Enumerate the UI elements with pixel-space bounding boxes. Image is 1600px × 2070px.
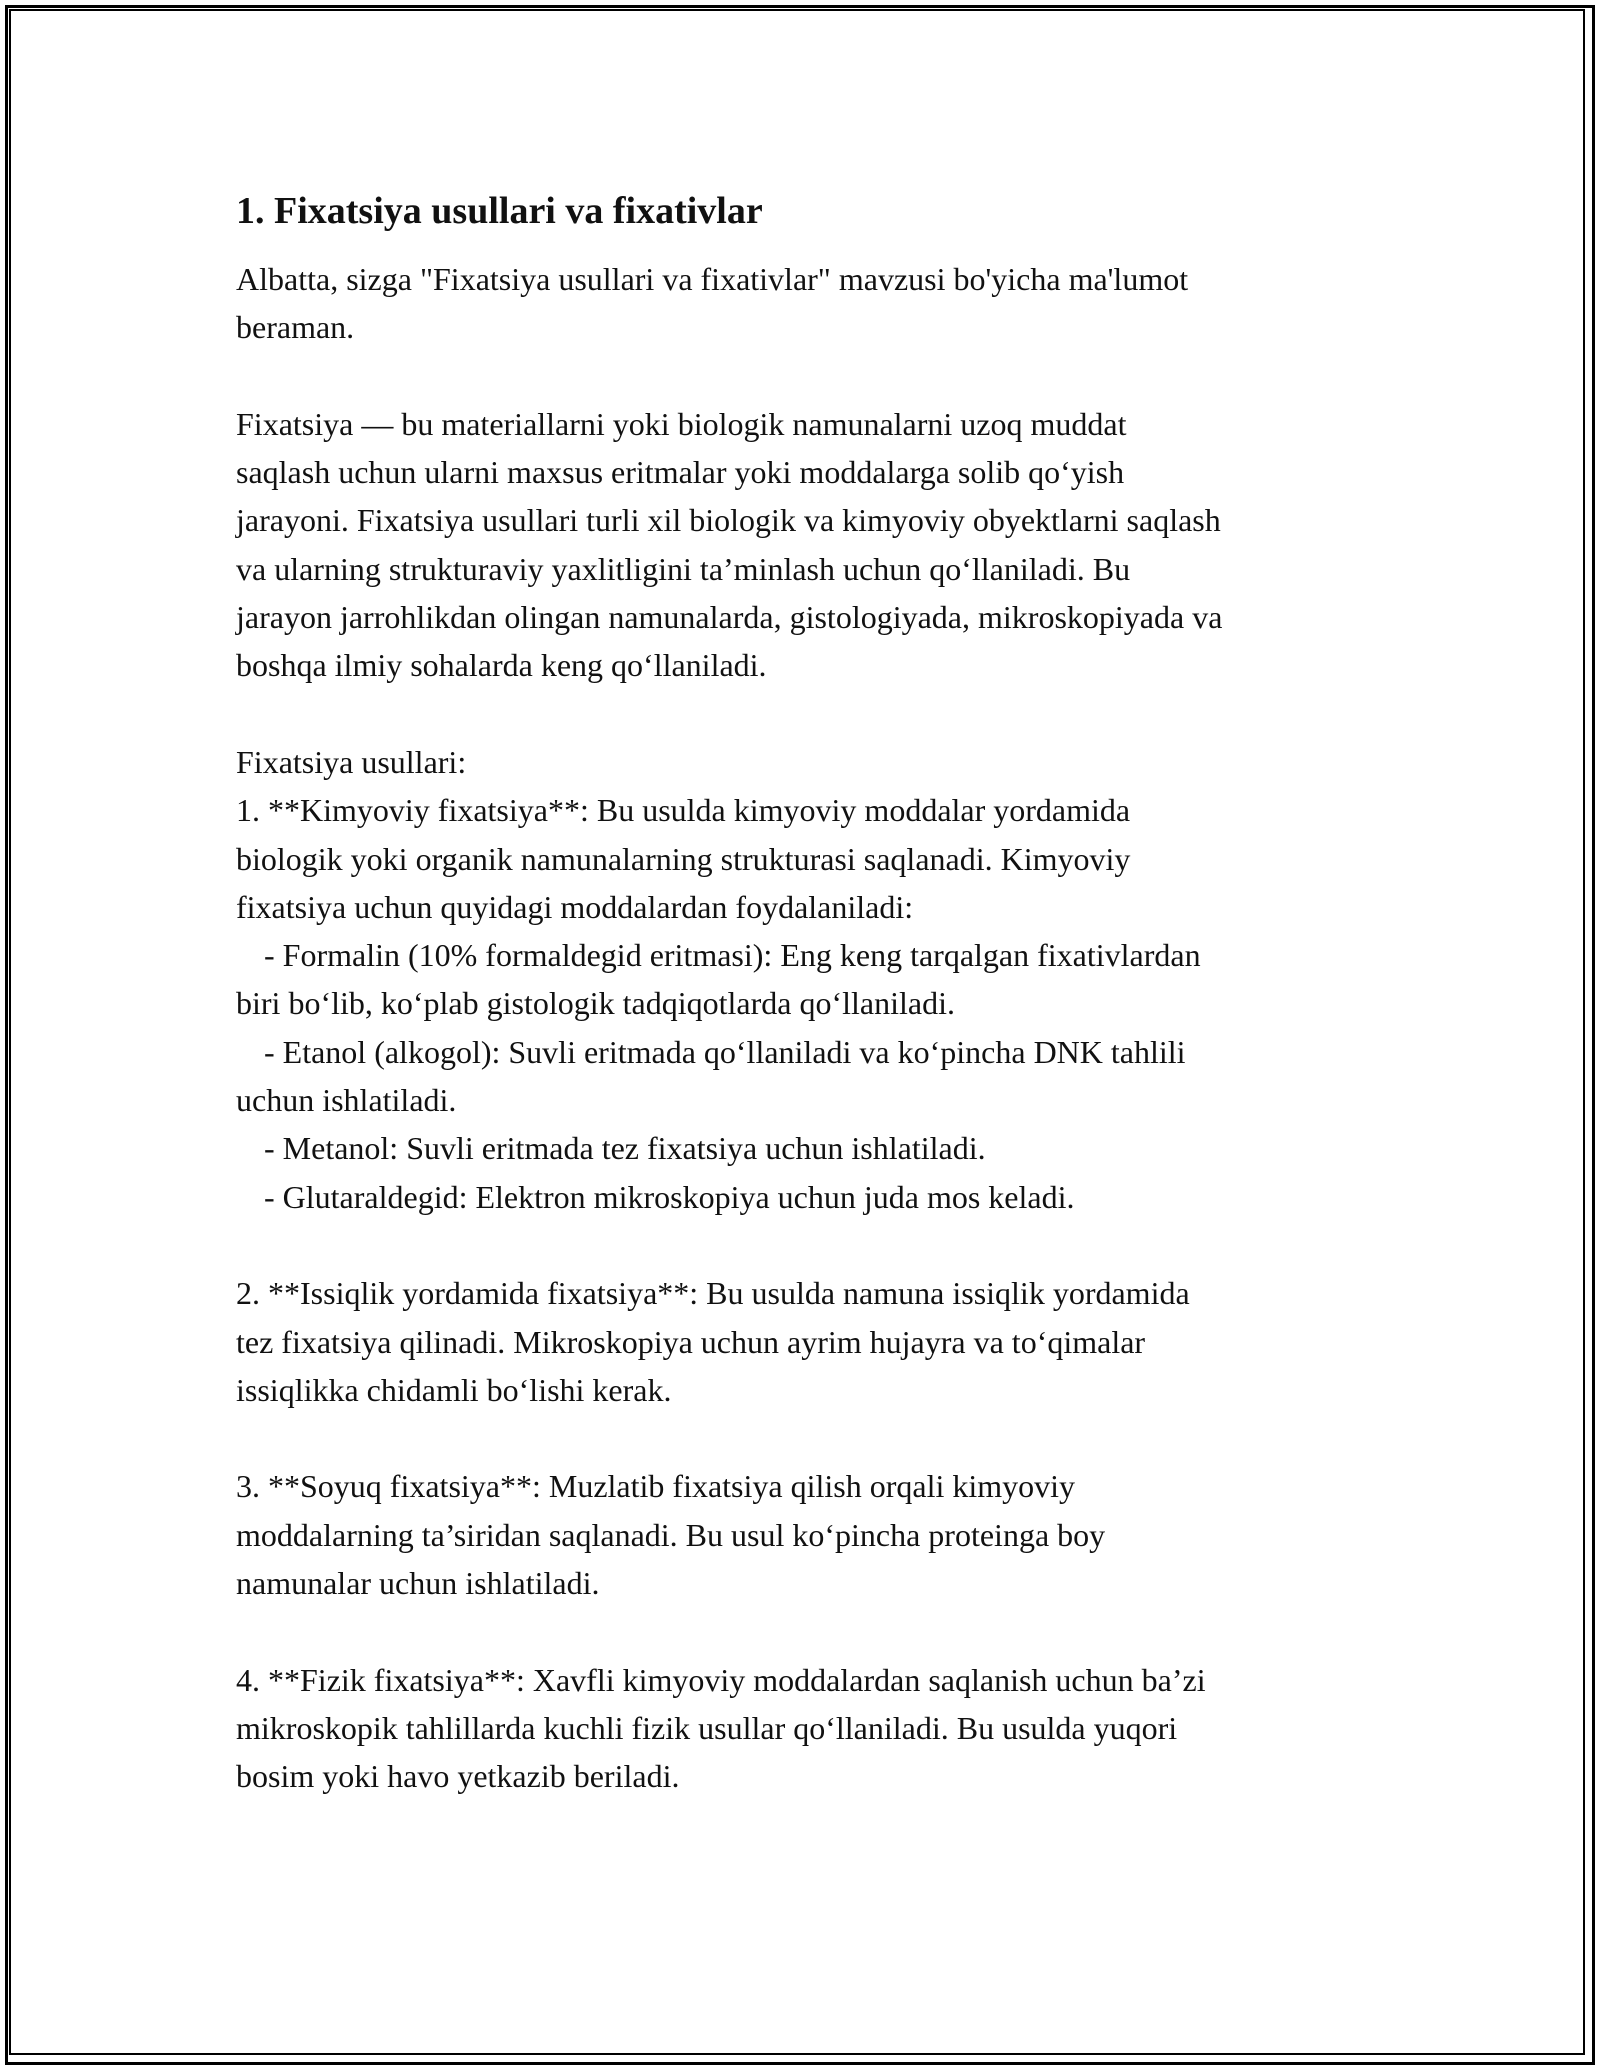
- text-line: jarayoni. Fixatsiya usullari turli xil biologik va kimyoviy obyektlarni saqlash: [236, 502, 1221, 539]
- definition-paragraph: [236, 400, 1386, 690]
- text-line: 3. **Soyuq fixatsiya**: Muzlatib fixatsiya qilish orqali kimyoviy: [236, 1468, 1076, 1505]
- text-line: 2. **Issiqlik yordamida fixatsiya**: Bu usulda namuna issiqlik yordamida: [236, 1275, 1190, 1312]
- text-line: Albatta, sizga "Fixatsiya usullari va fixativlar" mavzusi bo'yicha ma'lumot: [236, 261, 1189, 297]
- document-title: 1. Fixatsiya usullari va fixativlar: [236, 190, 763, 232]
- method-3-paragraph: [236, 1462, 1386, 1607]
- text-line: biri bo‘lib, ko‘plab gistologik tadqiqotlarda qo‘llaniladi.: [236, 985, 955, 1022]
- list-item-text: - Metanol: Suvli eritmada tez fixatsiya uchun ishlatiladi.: [264, 1130, 986, 1167]
- list-item: [236, 931, 1386, 979]
- text-line: boshqa ilmiy sohalarda keng qo‘llaniladi.: [236, 647, 767, 684]
- methods-heading: Fixatsiya usullari:: [236, 743, 467, 780]
- text-line: mikroskopik tahlillarda kuchli fizik usullar qo‘llaniladi. Bu usulda yuqori: [236, 1709, 1178, 1746]
- method-2-paragraph: [236, 1269, 1386, 1414]
- list-item: [236, 1173, 1386, 1221]
- paragraph-gap: [236, 1221, 1386, 1269]
- document-body: [236, 186, 1386, 1801]
- paragraph-gap: [236, 1607, 1386, 1655]
- method-4-paragraph: [236, 1656, 1386, 1801]
- text-line: beraman.: [236, 309, 355, 346]
- list-item: [236, 1124, 1386, 1172]
- text-line: tez fixatsiya qilinadi. Mikroskopiya uchun ayrim hujayra va to‘qimalar: [236, 1323, 1146, 1360]
- text-line: jarayon jarrohlikdan olingan namunalarda, gistologiyada, mikroskopiyada va: [236, 599, 1223, 636]
- list-item-text: - Etanol (alkogol): Suvli eritmada qo‘llaniladi va ko‘pincha DNK tahlili: [264, 1033, 1186, 1070]
- text-line: va ularning strukturaviy yaxlitligini ta’minlash uchun qo‘llaniladi. Bu: [236, 550, 1131, 587]
- text-line: Fixatsiya — bu materiallarni yoki biologik namunalarni uzoq muddat: [236, 405, 1127, 442]
- paragraph-gap: [236, 352, 1386, 400]
- text-line: issiqlikka chidamli bo‘lishi kerak.: [236, 1371, 672, 1408]
- text-line: saqlash uchun ularni maxsus eritmalar yoki moddalarga solib qo‘yish: [236, 454, 1125, 491]
- list-item: [236, 1028, 1386, 1076]
- intro-paragraph: [236, 255, 1386, 352]
- text-line: moddalarning ta’siridan saqlanadi. Bu usul ko‘pincha proteinga boy: [236, 1516, 1106, 1553]
- text-line: namunalar uchun ishlatiladi.: [236, 1565, 600, 1602]
- list-item-text: - Glutaraldegid: Elektron mikroskopiya uchun juda mos keladi.: [264, 1178, 1075, 1215]
- text-line: bosim yoki havo yetkazib beriladi.: [236, 1758, 680, 1795]
- paragraph-gap: [236, 690, 1386, 738]
- list-item-text: - Formalin (10% formaldegid eritmasi): Eng keng tarqalgan fixativlardan: [264, 937, 1201, 974]
- text-line: fixatsiya uchun quyidagi moddalardan foydalaniladi:: [236, 888, 914, 925]
- text-line: 1. **Kimyoviy fixatsiya**: Bu usulda kimyoviy moddalar yordamida: [236, 792, 1131, 829]
- text-line: uchun ishlatiladi.: [236, 1082, 457, 1119]
- methods-section: [236, 738, 1386, 1221]
- paragraph-gap: [236, 1414, 1386, 1462]
- text-line: 4. **Fizik fixatsiya**: Xavfli kimyoviy moddalardan saqlanish uchun ba’zi: [236, 1661, 1206, 1698]
- text-line: biologik yoki organik namunalarning strukturasi saqlanadi. Kimyoviy: [236, 840, 1131, 877]
